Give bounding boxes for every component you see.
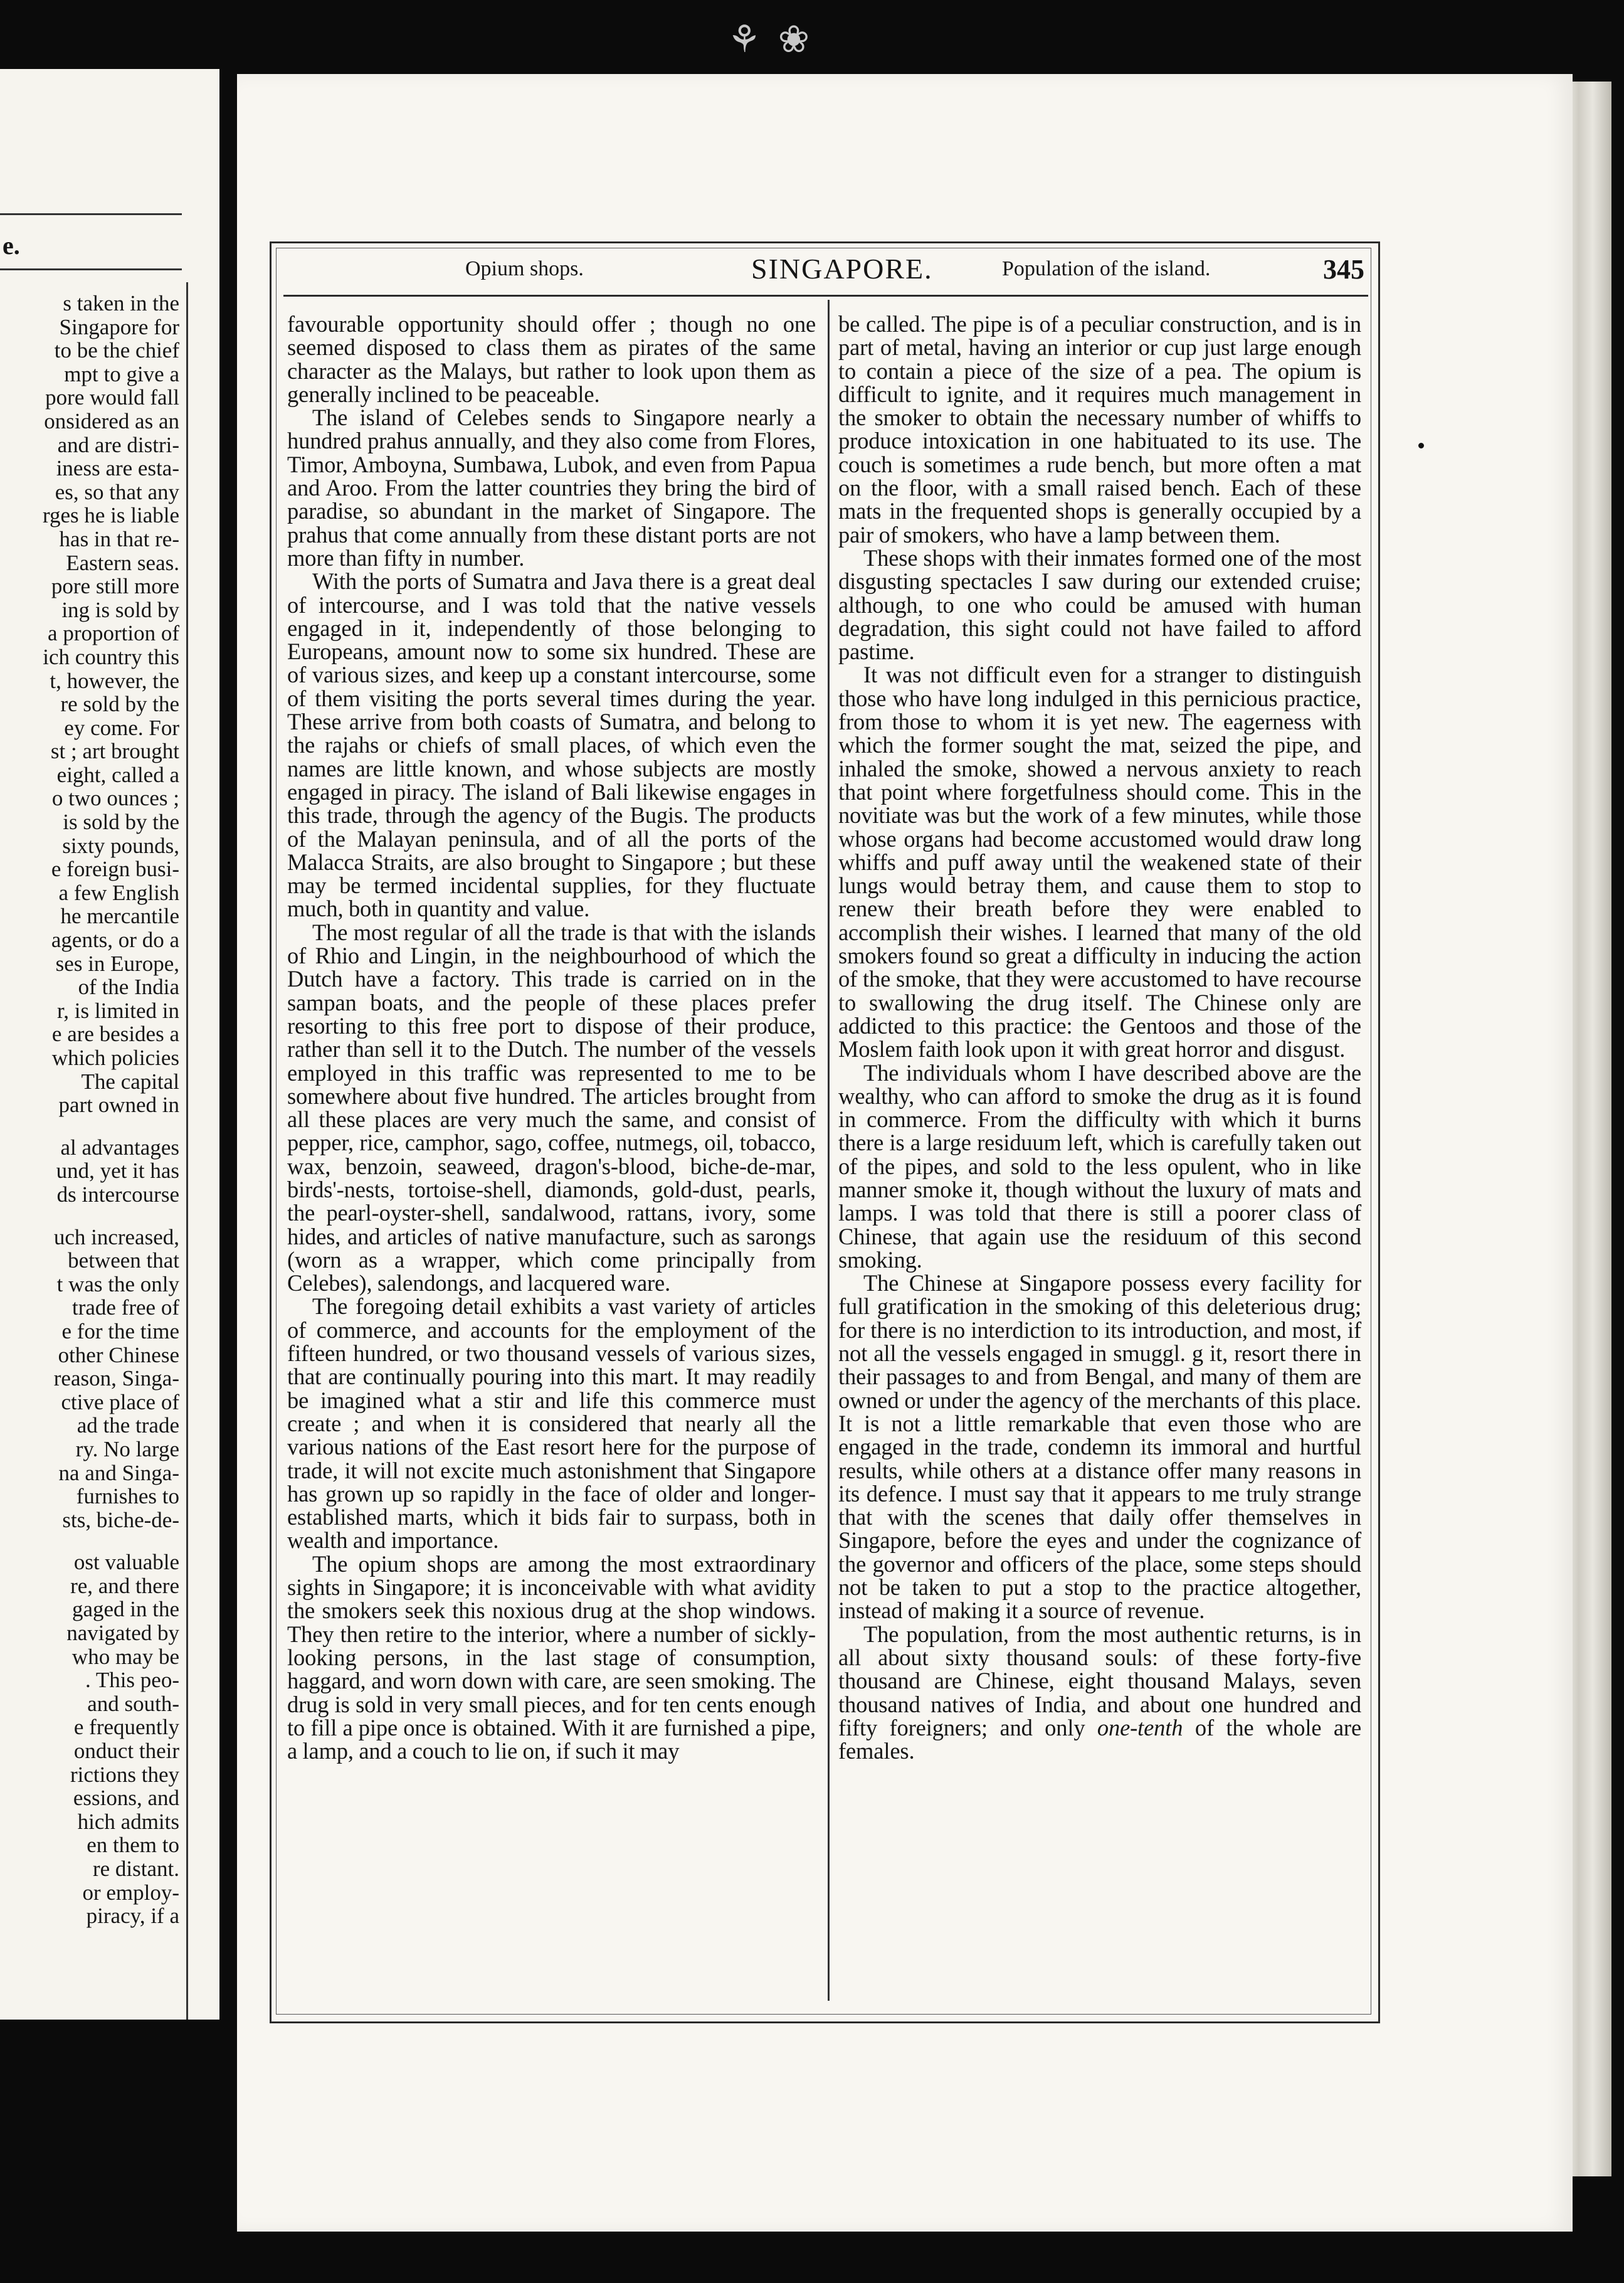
left-page-line: und, yet it has [56,1158,179,1184]
left-page-line: hich admits [77,1809,179,1834]
left-page-line: furnishes to [76,1484,179,1509]
left-page-line: navigated by [66,1621,179,1646]
left-page-line: ing is sold by [61,597,179,622]
left-page-frame-line [0,213,182,215]
left-page-line: pore would fall [45,385,179,410]
left-page-header-fragment: e. [3,231,20,260]
left-page-line: e frequently [73,1715,179,1740]
left-page-line: ry. No large [75,1436,179,1461]
text-column-right [838,312,1361,1762]
left-page-line: re, and there [70,1573,179,1598]
left-page-line: mpt to give a [64,361,179,386]
italic-emphasis: one-tenth [1097,1714,1183,1740]
left-page-line: re distant. [92,1857,179,1881]
left-page-line: na and Singa- [58,1460,179,1485]
left-page-line: piracy, if a [86,1904,179,1929]
left-page-line: rges he is liable [42,503,179,528]
left-page-line: s taken in the [63,291,179,315]
left-page-line: e for the time [61,1318,179,1343]
paragraph: The opium shops are among the most extraordinary sights in Singapore; it is inconceivable with what avidity the smokers seek this noxious drug at the shop windows. They then retire to the interior, where a number of sickly-looking persons, in the last stage of consumption, haggard, and worn down with care, are seen smoking. The drug is sold in very small pieces, and for ten cents enough to fill a pipe once is obtained. With it are furnished a pipe, a lamp, and a couch to lie on, if such it may [287,1550,816,1764]
left-page-column-rule [186,282,188,2020]
left-page-line: e foreign busi- [51,857,179,882]
left-page-line [0,1207,179,1226]
header-ornament: ⚘ ❀ [727,19,814,60]
left-page-line: who may be [71,1644,179,1669]
running-head-title: SINGAPORE. [751,253,933,285]
left-page-line: and are distri- [57,432,179,457]
left-page-line: to be the chief [54,338,179,363]
paragraph: The foregoing detail exhibits a vast variety of articles of commerce, and accounts for the employment of the fifteen hundred, or two thousand vessels of various sizes, that are continually pouring into this mart. It may readily be imagined what a stir and life this commerce must create ; and when it is considered that nearly all the various nations of the East resort here for the purpose of trade, it will not excite much astonishment that Singapore has grown up so rapidly in the face of older and longer-established marts, which it bids fair to surpass, both in wealth and importance. [287,1293,816,1554]
left-page-line: which policies [51,1046,179,1070]
paragraph: The island of Celebes sends to Singapore nearly a hundred prahus annually, and they also come from Flores, Timor, Amboyna, Sumbawa, Lubok, and even from Papua and Aroo. From the latter countries they bring the bird of paradise, so abundant in the market of Singapore. The prahus that come annually from these distant ports are not more than fifty in number. [287,405,816,571]
left-page-line: ey come. For [64,715,179,740]
left-page-line: pore still more [51,574,179,599]
left-page-line: t was the only [56,1271,179,1296]
left-page-line: en them to [87,1833,179,1858]
left-page-line: is sold by the [63,810,179,835]
left-page-line: has in that re- [59,526,179,551]
left-page-line: es, so that any [55,479,179,504]
left-page-line: al advantages [60,1135,179,1160]
left-page-line: he mercantile [60,904,179,929]
left-page-line: uch increased, [53,1224,179,1249]
left-page-text-column [0,292,179,1928]
left-page-line: essions, and [73,1786,179,1811]
paragraph: be called. The pipe is of a peculiar construction, and is in part of metal, having an interior or cup just large enough to contain a piece of the size of a pea. The opium is difficult to ignite, and it requires much management in the smoker to obtain the necessary number of whiffs to produce intoxication in one habituated to its use. The couch is sometimes a rude bench, but more often a mat on the floor, with a small raised bench. Each of these mats in the frequented shops is generally occupied by a pair of smokers, who have a lamp between them. [838,311,1361,548]
running-head-right: Population of the island. [1002,257,1211,280]
left-page-line: other Chinese [58,1342,179,1367]
left-page-line: onduct their [73,1739,179,1764]
left-page-line: o two ounces ; [51,786,179,811]
left-page-line: or employ- [82,1880,179,1905]
ink-mark [1418,443,1424,448]
left-page-line: re sold by the [60,692,179,717]
paragraph: The most regular of all the trade is that with the islands of Rhio and Lingin, in the neighbourhood of which the Dutch have a factory. This trade is carried on in the sampan boats, and the people of these places prefer resorting to this free port to dispose of their produce, rather than sell it to the Dutch. The number of the vessels employed in this traffic was represented to me to be somewhere about five hundred. The articles brought from all these places are very much the same, and consist of pepper, rice, camphor, sago, coffee, nutmegs, oil, tobacco, wax, benzoin, seaweed, dragon's-blood, biche-de-mar, birds'-nests, tortoise-shell, diamonds, gold-dust, pearls, the pearl-oyster-shell, sandalwood, rattans, ivory, some hides, and articles of native manufacture, such as sarongs (worn as a wrapper, which come principally from Celebes), salendongs, and lacquered ware. [287,919,816,1296]
left-page-head-rule [0,268,182,270]
left-page-line: and south- [87,1691,179,1716]
left-page-line: onsidered as an [44,408,179,433]
paragraph: It was not difficult even for a stranger to distinguish those who have long indulged in this pernicious practice, from those to whom it is yet new. The eagerness with which the former sought the mat, seized the pipe, and inhaled the smoke, showed a nervous anxiety to reach that point where forgetfulness should come. This in the novitiate was but the work of a few minutes, while those whose organs had become accustomed would draw long whiffs and puff away until the weakened state of their lungs would betray them, and cause them to stop to renew their breath before they were enabled to accomplish their wishes. I learned that many of the old smokers found so great a difficulty in inducing the action of the smoke, that they were accustomed to have recourse to swallowing the drug itself. The Chinese only are addicted to this practice: the Gentoos and those of the Moslem faith look upon it with great horror and disgust. [838,662,1361,1062]
left-page-line: e are besides a [51,1022,179,1047]
running-head-left: Opium shops. [465,257,584,280]
left-page-line: iness are esta- [56,456,179,481]
left-page-line: trade free of [72,1295,179,1320]
left-page-line: . This peo- [85,1668,179,1693]
paragraph: The individuals whom I have described above are the wealthy, who can afford to smoke the drug as it is found in commerce. From the difficulty with which it burns there is a large residuum left, which is carefully taken out of the pipes, and sold to the less opulent, who in like manner smoke it, though without the luxury of mats and lamps. I was told that there is still a poorer class of Chinese, that again use the residuum of this second smoking. [838,1059,1361,1273]
left-facing-page [0,69,219,2020]
left-page-line: ost valuable [73,1550,179,1575]
left-page-line: rictions they [70,1762,179,1787]
left-page-line: of the India [78,975,179,1000]
paragraph-text: The population, from the most authentic returns, is in all about sixty thousand souls: of these forty-five thousand are Chinese, eight thousand Malays, seven thousand natives of India, and about one hundred and fifty foreigners; and only [838,1621,1361,1740]
paragraph: These shops with their inmates formed one of the most disgusting spectacles I saw during our extended cruise; although, to one who could be amused with human degradation, this sight could not have failed to afford pastime. [838,544,1361,665]
left-page-line: ich country this [43,644,179,669]
paragraph: The Chinese at Singapore possess every facility for full gratification in the smoking of this deleterious drug; for there is no interdiction to its introduction, and most, if not all the vessels engaged in smuggl. g it, resort there in their passages to and from Bengal, and many of them are owned or under the agency of the merchants of this place. It is not a little remarkable that even those who are engaged in the trade, condemn its immoral and hurtful results, while others at a distance offer many reasons in its defence. I must say that it appears to me truly strange that with the scenes that daily offer themselves in Singapore, before the eyes and under the cognizance of the governor and officers of the place, some steps should not be taken to put a stop to the practice altogether, instead of making it a source of revenue. [838,1270,1361,1624]
left-page-line: between that [68,1248,179,1273]
page-number: 345 [1323,254,1364,285]
left-page-line: agents, or do a [51,928,179,953]
left-page-line: a proportion of [48,621,179,646]
left-page-line: sixty pounds, [62,833,179,858]
left-page-line: eight, called a [56,762,179,787]
running-head-rule [283,295,1368,297]
left-page-line: Eastern seas. [66,550,179,575]
left-page-line: The capital [81,1069,179,1094]
paragraph: favourable opportunity should offer ; though no one seemed disposed to class them as pirates of the same character as the Malays, but rather to look upon them as generally inclined to be peaceable. [287,311,816,407]
left-page-line [0,1117,179,1136]
left-page-line: gaged in the [71,1597,179,1622]
left-page-line: ad the trade [76,1413,179,1438]
left-page-line: ds intercourse [56,1182,179,1207]
left-page-line [0,1532,179,1550]
left-page-line: ctive place of [61,1389,179,1414]
left-page-line: sts, biche-de- [62,1507,179,1532]
left-page-line: ses in Europe, [55,951,179,976]
left-page-line: r, is limited in [57,998,179,1023]
left-page-line: Singapore for [59,314,179,339]
paragraph-population [838,1623,1361,1763]
left-page-line: st ; art brought [50,739,179,764]
left-page-line: t, however, the [50,668,179,693]
left-page-line: reason, Singa- [53,1366,179,1391]
paragraph-text: of the whole are females. [838,1714,1361,1764]
left-page-line: part owned in [58,1093,179,1118]
column-divider [828,300,830,2001]
paragraph: With the ports of Sumatra and Java there is a great deal of intercourse, and I was told that the native vessels engaged in it, independently of those belonging to Europeans, amount now to some six hundred. These are of various sizes, and keep up a constant intercourse, some of them visiting the ports several times during the year. These arrive from both coasts of Sumatra, and belong to the rajahs or chiefs of small places, of which even the names are little known, and whose subjects are mostly engaged in piracy. The island of Bali likewise engages in this trade, through the agency of the Bugis. The products of the Malayan peninsula, and of all the ports of the Malacca Straits, are also brought to Singapore ; but these may be termed incidental supplies, for they fluctuate much, both in quantity and value. [287,568,816,922]
text-column-left [287,312,816,1762]
left-page-line: a few English [58,880,179,905]
